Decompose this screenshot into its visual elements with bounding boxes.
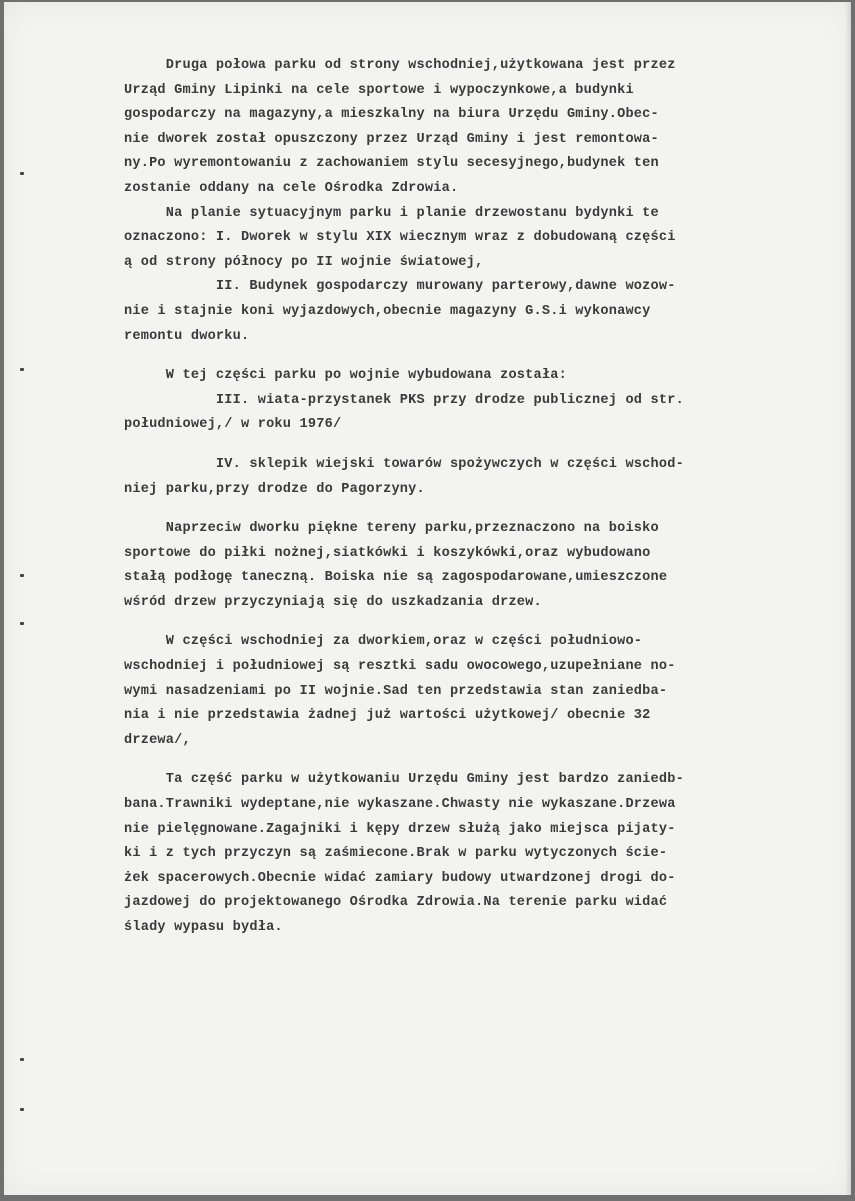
text-line: gospodarczy na magazyny,a mieszkalny na biura Urzędu Gminy.Obec- [124, 107, 659, 123]
text-line: bana.Trawniki wydeptane,nie wykaszane.Chwasty nie wykaszane.Drzewa [124, 797, 676, 813]
text-line: W tej części parku po wojnie wybudowana została: [124, 368, 567, 384]
text-line: ślady wypasu bydła. [124, 920, 283, 935]
margin-mark [20, 368, 24, 371]
paragraph-gap [124, 615, 824, 630]
text-line: Urząd Gminy Lipinki na cele sportowe i wypoczynkowe,a budynki [124, 82, 634, 98]
margin-mark [20, 574, 24, 577]
text-line: ny.Po wyremontowaniu z zachowaniem stylu secesyjnego,budynek ten [124, 156, 659, 172]
typewritten-page [4, 2, 851, 1195]
page-edge-shadow [845, 2, 851, 1195]
text-line: południowej,/ w roku 1976/ [124, 417, 342, 433]
text-line: stałą podłogę taneczną. Boiska nie są zagospodarowane,umieszczone [124, 570, 668, 586]
text-line: jazdowej do projektowanego Ośrodka Zdrowia.Na terenie parku widać [124, 895, 668, 911]
text-line: nie pielęgnowane.Zagajniki i kępy drzew służą jako miejsca pijaty- [124, 821, 676, 837]
text-line: W części wschodniej za dworkiem,oraz w części południowo- [124, 634, 643, 650]
text-line: nia i nie przedstawia żadnej już wartości użytkowej/ obecnie 32 [124, 708, 651, 724]
text-line: Druga połowa parku od strony wschodniej,użytkowana jest przez [124, 58, 676, 73]
paragraph-gap [124, 438, 824, 453]
text-line: wśród drzew przyczyniają się do uszkadzania drzew. [124, 594, 542, 610]
text-line: IV. sklepik wiejski towarów spożywczych w części wschod- [124, 456, 684, 472]
text-line: wymi nasadzeniami po II wojnie.Sad ten przedstawia stan zaniedba- [124, 683, 668, 699]
paragraph-gap [124, 753, 824, 768]
margin-mark [20, 622, 24, 625]
paragraph-gap [124, 349, 824, 364]
text-line: Ta część parku w użytkowaniu Urzędu Gminy jest bardzo zaniedb- [124, 772, 684, 788]
text-line: II. Budynek gospodarczy murowany parterowy,dawne wozow- [124, 279, 676, 295]
margin-mark [20, 172, 24, 175]
text-line: ą od strony północy po II wojnie światowej, [124, 254, 484, 270]
text-line: niej parku,przy drodze do Pagorzyny. [124, 481, 425, 497]
margin-mark [20, 1108, 24, 1111]
text-line: żek spacerowych.Obecnie widać zamiary budowy utwardzonej drogi do- [124, 870, 676, 886]
text-line: wschodniej i południowej są resztki sadu owocowego,uzupełniane no- [124, 659, 676, 675]
margin-mark [20, 1058, 24, 1061]
paragraph-gap [124, 502, 824, 517]
text-line: remontu dworku. [124, 328, 250, 344]
text-line: ki i z tych przyczyn są zaśmiecone.Brak w parku wytyczonych ście- [124, 846, 668, 862]
text-line: zostanie oddany na cele Ośrodka Zdrowia. [124, 180, 459, 196]
text-line: oznaczono: I. Dworek w stylu XIX wiecznym wraz z dobudowaną części [124, 230, 676, 246]
text-line: nie i stajnie koni wyjazdowych,obecnie magazyny G.S.i wykonawcy [124, 303, 651, 319]
text-line: Na planie sytuacyjnym parku i planie drzewostanu bydynki te [124, 205, 659, 221]
text-line: III. wiata-przystanek PKS przy drodze publicznej od str. [124, 392, 684, 408]
text-line: drzewa/, [124, 732, 191, 748]
body-text [124, 54, 824, 941]
text-line: Naprzeciw dworku piękne tereny parku,przeznaczono na boisko [124, 521, 659, 537]
text-line: nie dworek został opuszczony przez Urząd Gminy i jest remontowa- [124, 131, 659, 147]
text-line: sportowe do piłki nożnej,siatkówki i koszykówki,oraz wybudowano [124, 545, 651, 561]
